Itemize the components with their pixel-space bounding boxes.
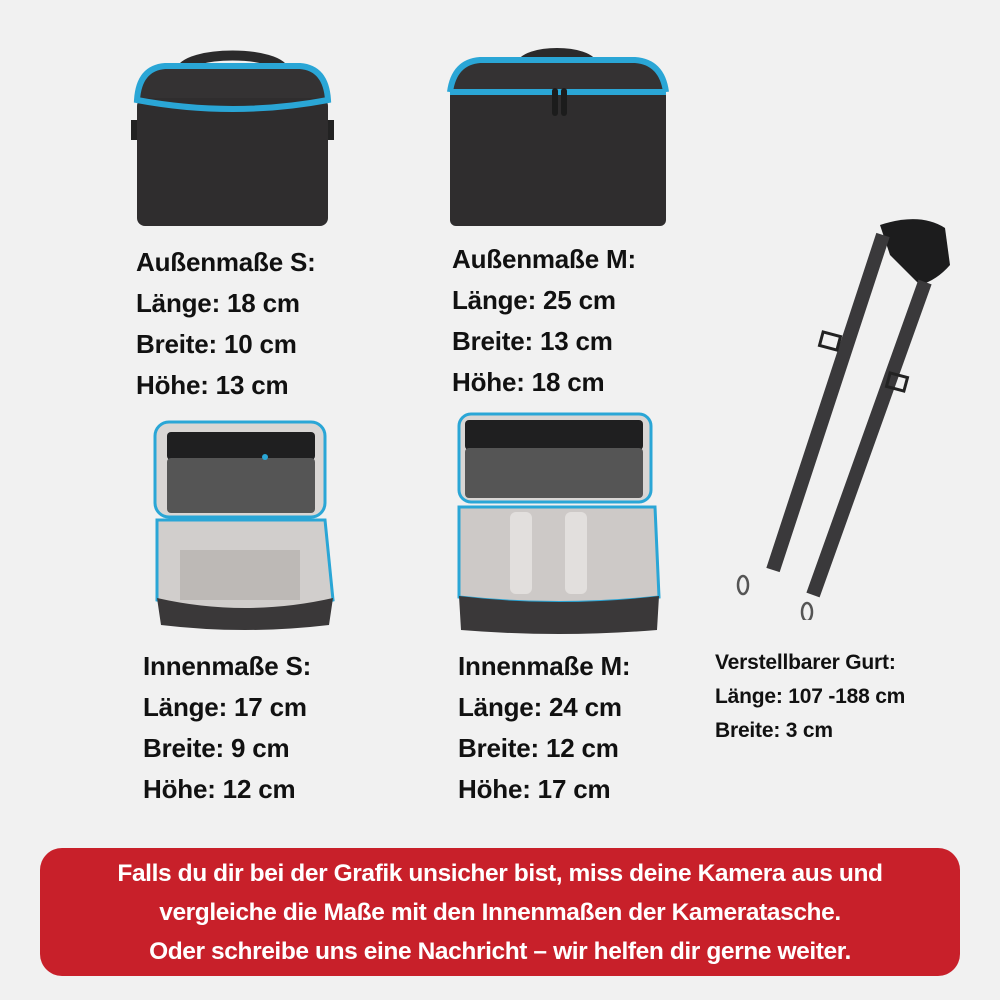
inner-s-width: Breite: 9 cm: [143, 733, 290, 763]
outer-m-width: Breite: 13 cm: [452, 326, 613, 356]
bag-m-closed-image: [440, 40, 675, 230]
outer-m-length: Länge: 25 cm: [452, 285, 616, 315]
strap-dimensions: [715, 646, 905, 748]
strap-image: [715, 210, 965, 620]
banner-line-1: Falls du dir bei der Grafik unsicher bist, miss deine Kamera aus und: [117, 859, 883, 887]
bag-s-open-image: [145, 420, 345, 635]
inner-s-length: Länge: 17 cm: [143, 692, 307, 722]
strap-title: Verstellbarer Gurt:: [715, 651, 896, 674]
info-banner: [40, 848, 960, 976]
inner-s-title: Innenmaße S:: [143, 651, 312, 681]
inner-dimensions-m: [458, 646, 630, 810]
outer-s-length: Länge: 18 cm: [136, 288, 300, 318]
bag-s-closed-image: [125, 40, 340, 230]
outer-s-height: Höhe: 13 cm: [136, 370, 289, 400]
banner-line-2: vergleiche die Maße mit den Innenmaßen der Kameratasche.: [159, 898, 841, 926]
inner-dimensions-s: [143, 646, 311, 810]
inner-m-width: Breite: 12 cm: [458, 733, 619, 763]
outer-m-title: Außenmaße M:: [452, 244, 636, 274]
outer-s-width: Breite: 10 cm: [136, 329, 297, 359]
bag-m-open-image: [455, 412, 665, 637]
strap-width: Breite: 3 cm: [715, 719, 833, 742]
banner-line-3: Oder schreibe uns eine Nachricht – wir helfen dir gerne weiter.: [149, 937, 851, 965]
outer-s-title: Außenmaße S:: [136, 247, 316, 277]
outer-m-height: Höhe: 18 cm: [452, 367, 605, 397]
inner-m-length: Länge: 24 cm: [458, 692, 622, 722]
outer-dimensions-m: [452, 239, 636, 403]
strap-length: Länge: 107 -188 cm: [715, 685, 906, 708]
inner-m-title: Innenmaße M:: [458, 651, 631, 681]
outer-dimensions-s: [136, 242, 316, 406]
inner-s-height: Höhe: 12 cm: [143, 774, 296, 804]
inner-m-height: Höhe: 17 cm: [458, 774, 611, 804]
